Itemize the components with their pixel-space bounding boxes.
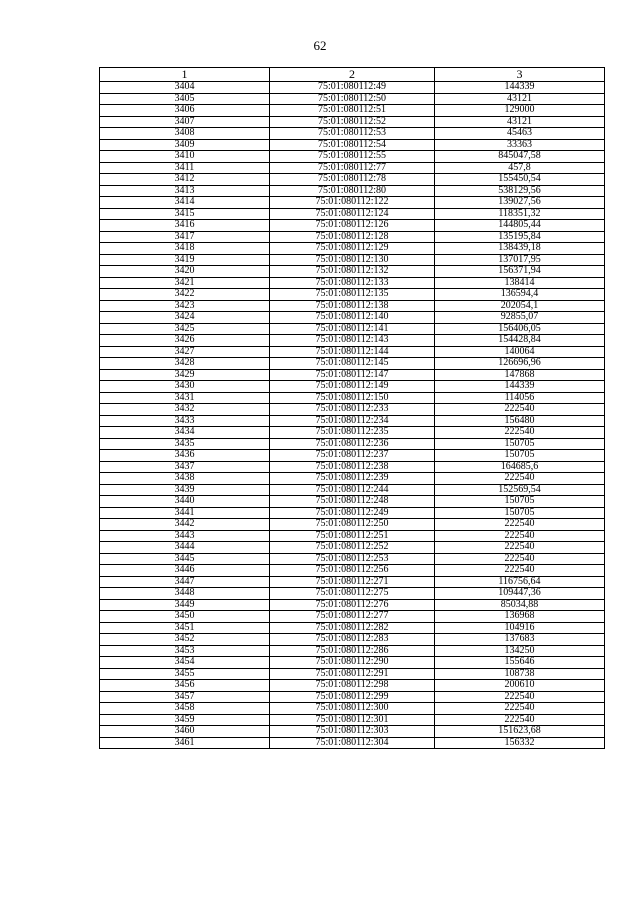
value-cell: 200610 — [435, 680, 605, 692]
cadastral-number-cell: 75:01:080112:235 — [270, 427, 435, 439]
row-number-cell: 3419 — [100, 254, 270, 266]
cadastral-number-cell: 75:01:080112:80 — [270, 185, 435, 197]
value-cell: 43121 — [435, 116, 605, 128]
row-number-cell: 3450 — [100, 611, 270, 623]
cadastral-number-cell: 75:01:080112:138 — [270, 300, 435, 312]
cadastral-number-cell: 75:01:080112:299 — [270, 691, 435, 703]
table-row — [100, 185, 605, 197]
table-row — [100, 174, 605, 186]
table-row — [100, 162, 605, 174]
table-row — [100, 266, 605, 278]
cadastral-number-cell: 75:01:080112:149 — [270, 381, 435, 393]
table-row — [100, 93, 605, 105]
row-number-cell: 3418 — [100, 243, 270, 255]
table-row — [100, 300, 605, 312]
table-body — [100, 82, 605, 749]
data-table — [99, 67, 605, 749]
cadastral-number-cell: 75:01:080112:147 — [270, 369, 435, 381]
table-row — [100, 737, 605, 749]
table-row — [100, 691, 605, 703]
table-row — [100, 461, 605, 473]
table-row — [100, 714, 605, 726]
value-cell: 144339 — [435, 82, 605, 94]
row-number-cell: 3441 — [100, 507, 270, 519]
cadastral-number-cell: 75:01:080112:250 — [270, 519, 435, 531]
value-cell: 33363 — [435, 139, 605, 151]
column-header-3: 3 — [435, 68, 605, 82]
table-row — [100, 346, 605, 358]
row-number-cell: 3457 — [100, 691, 270, 703]
value-cell: 118351,32 — [435, 208, 605, 220]
table-row — [100, 519, 605, 531]
table-row — [100, 139, 605, 151]
table-row — [100, 668, 605, 680]
cadastral-number-cell: 75:01:080112:238 — [270, 461, 435, 473]
table-row — [100, 220, 605, 232]
row-number-cell: 3416 — [100, 220, 270, 232]
cadastral-number-cell: 75:01:080112:145 — [270, 358, 435, 370]
value-cell: 140064 — [435, 346, 605, 358]
row-number-cell: 3458 — [100, 703, 270, 715]
row-number-cell: 3442 — [100, 519, 270, 531]
row-number-cell: 3431 — [100, 392, 270, 404]
cadastral-number-cell: 75:01:080112:53 — [270, 128, 435, 140]
table-row — [100, 358, 605, 370]
cadastral-number-cell: 75:01:080112:50 — [270, 93, 435, 105]
value-cell: 154428,84 — [435, 335, 605, 347]
value-cell: 43121 — [435, 93, 605, 105]
table-row — [100, 312, 605, 324]
value-cell: 164685,6 — [435, 461, 605, 473]
value-cell: 116756,64 — [435, 576, 605, 588]
table-row — [100, 703, 605, 715]
cadastral-number-cell: 75:01:080112:271 — [270, 576, 435, 588]
cadastral-number-cell: 75:01:080112:233 — [270, 404, 435, 416]
row-number-cell: 3460 — [100, 726, 270, 738]
cadastral-number-cell: 75:01:080112:303 — [270, 726, 435, 738]
cadastral-number-cell: 75:01:080112:237 — [270, 450, 435, 462]
table-row — [100, 151, 605, 163]
row-number-cell: 3448 — [100, 588, 270, 600]
row-number-cell: 3423 — [100, 300, 270, 312]
row-number-cell: 3415 — [100, 208, 270, 220]
cadastral-number-cell: 75:01:080112:275 — [270, 588, 435, 600]
row-number-cell: 3417 — [100, 231, 270, 243]
value-cell: 129000 — [435, 105, 605, 117]
cadastral-number-cell: 75:01:080112:239 — [270, 473, 435, 485]
table-row — [100, 82, 605, 94]
row-number-cell: 3437 — [100, 461, 270, 473]
row-number-cell: 3461 — [100, 737, 270, 749]
table-row — [100, 128, 605, 140]
value-cell: 114056 — [435, 392, 605, 404]
value-cell: 104916 — [435, 622, 605, 634]
table-row — [100, 381, 605, 393]
value-cell: 538129,56 — [435, 185, 605, 197]
row-number-cell: 3422 — [100, 289, 270, 301]
row-number-cell: 3424 — [100, 312, 270, 324]
value-cell: 155450,54 — [435, 174, 605, 186]
table-row — [100, 542, 605, 554]
value-cell: 137683 — [435, 634, 605, 646]
value-cell: 202054,1 — [435, 300, 605, 312]
table-row — [100, 588, 605, 600]
cadastral-number-cell: 75:01:080112:135 — [270, 289, 435, 301]
table-row — [100, 404, 605, 416]
value-cell: 222540 — [435, 714, 605, 726]
cadastral-number-cell: 75:01:080112:249 — [270, 507, 435, 519]
value-cell: 156332 — [435, 737, 605, 749]
table-row — [100, 530, 605, 542]
cadastral-number-cell: 75:01:080112:143 — [270, 335, 435, 347]
cadastral-number-cell: 75:01:080112:54 — [270, 139, 435, 151]
cadastral-number-cell: 75:01:080112:126 — [270, 220, 435, 232]
value-cell: 139027,56 — [435, 197, 605, 209]
table-row — [100, 392, 605, 404]
table-row — [100, 450, 605, 462]
cadastral-number-cell: 75:01:080112:128 — [270, 231, 435, 243]
row-number-cell: 3454 — [100, 657, 270, 669]
row-number-cell: 3459 — [100, 714, 270, 726]
row-number-cell: 3408 — [100, 128, 270, 140]
row-number-cell: 3449 — [100, 599, 270, 611]
row-number-cell: 3456 — [100, 680, 270, 692]
table-row — [100, 335, 605, 347]
cadastral-number-cell: 75:01:080112:234 — [270, 415, 435, 427]
table-row — [100, 565, 605, 577]
value-cell: 222540 — [435, 553, 605, 565]
row-number-cell: 3446 — [100, 565, 270, 577]
row-number-cell: 3421 — [100, 277, 270, 289]
table-row — [100, 507, 605, 519]
row-number-cell: 3411 — [100, 162, 270, 174]
table-row — [100, 427, 605, 439]
row-number-cell: 3426 — [100, 335, 270, 347]
cadastral-number-cell: 75:01:080112:286 — [270, 645, 435, 657]
table-row — [100, 634, 605, 646]
cadastral-number-cell: 75:01:080112:124 — [270, 208, 435, 220]
row-number-cell: 3429 — [100, 369, 270, 381]
cadastral-number-cell: 75:01:080112:78 — [270, 174, 435, 186]
cadastral-number-cell: 75:01:080112:291 — [270, 668, 435, 680]
value-cell: 85034,88 — [435, 599, 605, 611]
row-number-cell: 3420 — [100, 266, 270, 278]
cadastral-number-cell: 75:01:080112:122 — [270, 197, 435, 209]
value-cell: 150705 — [435, 438, 605, 450]
row-number-cell: 3455 — [100, 668, 270, 680]
cadastral-number-cell: 75:01:080112:290 — [270, 657, 435, 669]
value-cell: 150705 — [435, 450, 605, 462]
row-number-cell: 3409 — [100, 139, 270, 151]
row-number-cell: 3428 — [100, 358, 270, 370]
table-row — [100, 323, 605, 335]
row-number-cell: 3412 — [100, 174, 270, 186]
table-row — [100, 657, 605, 669]
cadastral-number-cell: 75:01:080112:236 — [270, 438, 435, 450]
column-header-1: 1 — [100, 68, 270, 82]
table-row — [100, 576, 605, 588]
row-number-cell: 3439 — [100, 484, 270, 496]
row-number-cell: 3430 — [100, 381, 270, 393]
cadastral-number-cell: 75:01:080112:251 — [270, 530, 435, 542]
row-number-cell: 3404 — [100, 82, 270, 94]
table-row — [100, 645, 605, 657]
value-cell: 134250 — [435, 645, 605, 657]
table-row — [100, 231, 605, 243]
table-row — [100, 680, 605, 692]
row-number-cell: 3425 — [100, 323, 270, 335]
cadastral-number-cell: 75:01:080112:253 — [270, 553, 435, 565]
value-cell: 136594,4 — [435, 289, 605, 301]
value-cell: 147868 — [435, 369, 605, 381]
row-number-cell: 3410 — [100, 151, 270, 163]
table-row — [100, 622, 605, 634]
table-row — [100, 726, 605, 738]
value-cell: 222540 — [435, 519, 605, 531]
value-cell: 138414 — [435, 277, 605, 289]
cadastral-number-cell: 75:01:080112:300 — [270, 703, 435, 715]
table-row — [100, 208, 605, 220]
value-cell: 457,8 — [435, 162, 605, 174]
row-number-cell: 3427 — [100, 346, 270, 358]
table-row — [100, 599, 605, 611]
value-cell: 150705 — [435, 496, 605, 508]
row-number-cell: 3435 — [100, 438, 270, 450]
cadastral-number-cell: 75:01:080112:276 — [270, 599, 435, 611]
table-row — [100, 484, 605, 496]
cadastral-number-cell: 75:01:080112:55 — [270, 151, 435, 163]
table-row — [100, 105, 605, 117]
value-cell: 222540 — [435, 530, 605, 542]
value-cell: 222540 — [435, 427, 605, 439]
row-number-cell: 3405 — [100, 93, 270, 105]
table-row — [100, 277, 605, 289]
row-number-cell: 3443 — [100, 530, 270, 542]
value-cell: 138439,18 — [435, 243, 605, 255]
cadastral-number-cell: 75:01:080112:252 — [270, 542, 435, 554]
table-row — [100, 438, 605, 450]
cadastral-number-cell: 75:01:080112:77 — [270, 162, 435, 174]
value-cell: 150705 — [435, 507, 605, 519]
table-row — [100, 116, 605, 128]
value-cell: 108738 — [435, 668, 605, 680]
row-number-cell: 3413 — [100, 185, 270, 197]
cadastral-number-cell: 75:01:080112:150 — [270, 392, 435, 404]
value-cell: 222540 — [435, 542, 605, 554]
cadastral-number-cell: 75:01:080112:130 — [270, 254, 435, 266]
row-number-cell: 3453 — [100, 645, 270, 657]
row-number-cell: 3433 — [100, 415, 270, 427]
cadastral-number-cell: 75:01:080112:256 — [270, 565, 435, 577]
value-cell: 151623,68 — [435, 726, 605, 738]
cadastral-number-cell: 75:01:080112:132 — [270, 266, 435, 278]
cadastral-number-cell: 75:01:080112:277 — [270, 611, 435, 623]
header-row — [100, 68, 605, 82]
value-cell: 144805,44 — [435, 220, 605, 232]
value-cell: 222540 — [435, 691, 605, 703]
cadastral-number-cell: 75:01:080112:129 — [270, 243, 435, 255]
page-number: 62 — [313, 38, 327, 53]
row-number-cell: 3414 — [100, 197, 270, 209]
value-cell: 222540 — [435, 703, 605, 715]
table-row — [100, 611, 605, 623]
table-row — [100, 496, 605, 508]
table-row — [100, 369, 605, 381]
cadastral-number-cell: 75:01:080112:282 — [270, 622, 435, 634]
value-cell: 144339 — [435, 381, 605, 393]
table-row — [100, 197, 605, 209]
row-number-cell: 3436 — [100, 450, 270, 462]
cadastral-number-cell: 75:01:080112:248 — [270, 496, 435, 508]
value-cell: 156371,94 — [435, 266, 605, 278]
value-cell: 222540 — [435, 473, 605, 485]
value-cell: 222540 — [435, 404, 605, 416]
row-number-cell: 3407 — [100, 116, 270, 128]
row-number-cell: 3434 — [100, 427, 270, 439]
table-row — [100, 254, 605, 266]
cadastral-number-cell: 75:01:080112:283 — [270, 634, 435, 646]
cadastral-number-cell: 75:01:080112:52 — [270, 116, 435, 128]
cadastral-number-cell: 75:01:080112:298 — [270, 680, 435, 692]
column-header-2: 2 — [270, 68, 435, 82]
cadastral-number-cell: 75:01:080112:133 — [270, 277, 435, 289]
cadastral-number-cell: 75:01:080112:141 — [270, 323, 435, 335]
row-number-cell: 3438 — [100, 473, 270, 485]
row-number-cell: 3440 — [100, 496, 270, 508]
table-header — [100, 68, 605, 82]
value-cell: 109447,36 — [435, 588, 605, 600]
cadastral-number-cell: 75:01:080112:140 — [270, 312, 435, 324]
value-cell: 136968 — [435, 611, 605, 623]
value-cell: 152569,54 — [435, 484, 605, 496]
value-cell: 92855,07 — [435, 312, 605, 324]
row-number-cell: 3451 — [100, 622, 270, 634]
value-cell: 137017,95 — [435, 254, 605, 266]
value-cell: 135195,84 — [435, 231, 605, 243]
value-cell: 155646 — [435, 657, 605, 669]
value-cell: 845047,58 — [435, 151, 605, 163]
cadastral-number-cell: 75:01:080112:144 — [270, 346, 435, 358]
value-cell: 156480 — [435, 415, 605, 427]
row-number-cell: 3445 — [100, 553, 270, 565]
value-cell: 156406,05 — [435, 323, 605, 335]
row-number-cell: 3452 — [100, 634, 270, 646]
row-number-cell: 3447 — [100, 576, 270, 588]
value-cell: 126696,96 — [435, 358, 605, 370]
row-number-cell: 3444 — [100, 542, 270, 554]
table-row — [100, 415, 605, 427]
cadastral-number-cell: 75:01:080112:51 — [270, 105, 435, 117]
value-cell: 45463 — [435, 128, 605, 140]
table-row — [100, 289, 605, 301]
table-row — [100, 473, 605, 485]
table-row — [100, 553, 605, 565]
cadastral-number-cell: 75:01:080112:244 — [270, 484, 435, 496]
cadastral-number-cell: 75:01:080112:49 — [270, 82, 435, 94]
table-row — [100, 243, 605, 255]
row-number-cell: 3432 — [100, 404, 270, 416]
cadastral-number-cell: 75:01:080112:301 — [270, 714, 435, 726]
cadastral-number-cell: 75:01:080112:304 — [270, 737, 435, 749]
value-cell: 222540 — [435, 565, 605, 577]
row-number-cell: 3406 — [100, 105, 270, 117]
